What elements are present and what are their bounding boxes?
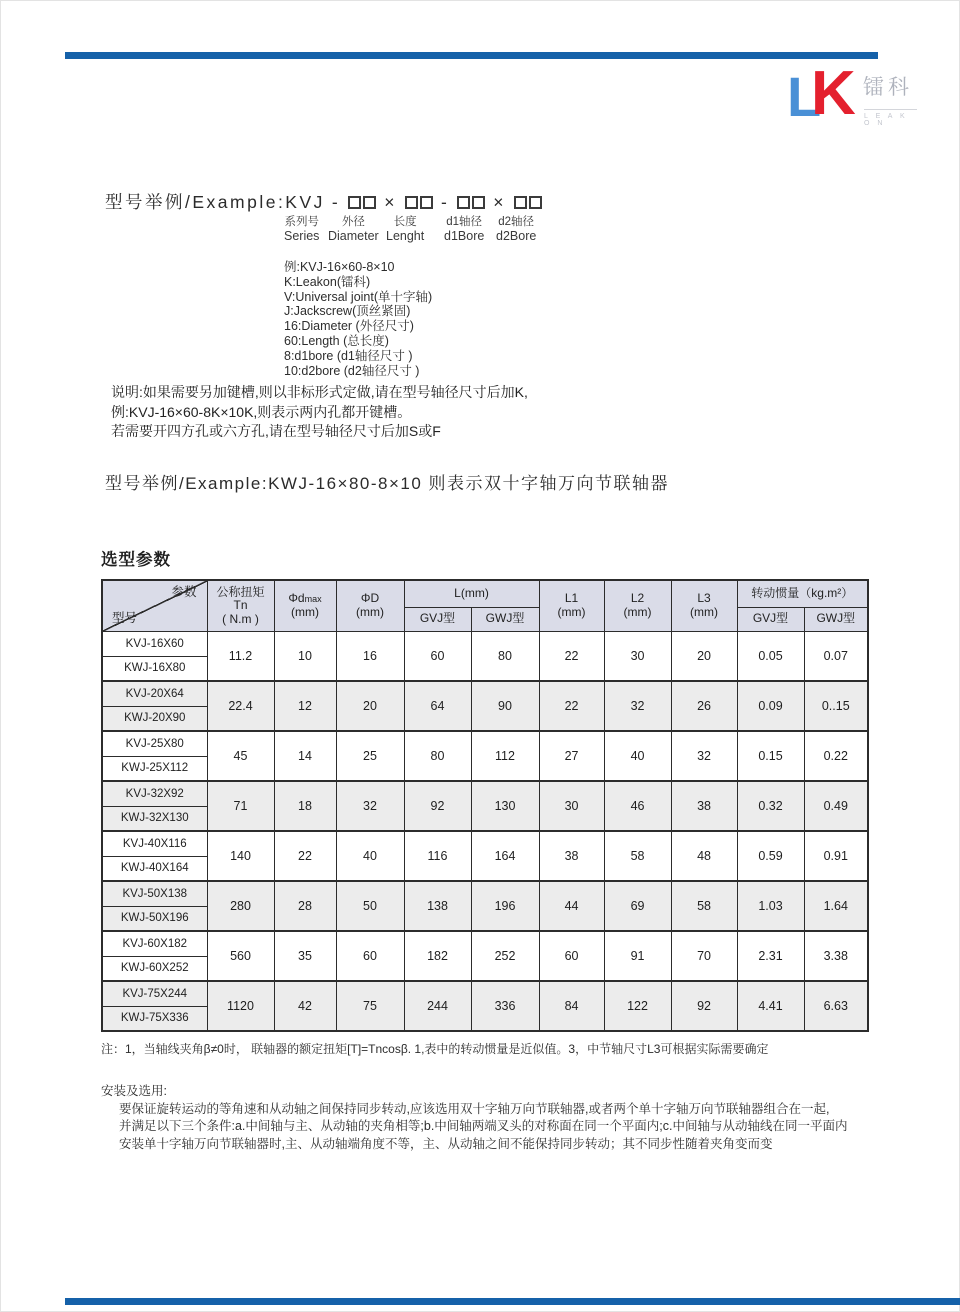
header-nominal-torque xyxy=(207,580,274,631)
cell-tn: 280 xyxy=(207,881,274,931)
cell-l3: 32 xyxy=(671,731,737,781)
cell-j-gvj: 0.09 xyxy=(737,681,804,731)
cell-l-gwj: 80 xyxy=(471,631,539,681)
cell-l3: 26 xyxy=(671,681,737,731)
cell-phiD: 40 xyxy=(336,831,404,881)
table-row xyxy=(102,731,868,756)
breakdown-line: K:Leakon(镭科) xyxy=(284,274,371,289)
model-kvj: KVJ-75X244 xyxy=(102,981,207,1006)
cell-phid: 14 xyxy=(274,731,336,781)
table-row xyxy=(102,881,868,906)
breakdown-line: J:Jackscrew(顶丝紧固) xyxy=(284,304,411,319)
separator-times: × xyxy=(493,192,507,212)
L3-unit: (mm) xyxy=(690,604,718,619)
model-code-breakdown xyxy=(284,260,432,378)
cell-phid: 10 xyxy=(274,631,336,681)
header-L-gvj: GVJ型 xyxy=(404,607,471,631)
cell-tn: 140 xyxy=(207,831,274,881)
installation-line: 要保证旋转运动的等角速和从动轴之间保持同步转动,应该选用双十字轴万向节联轴器,或者两个单十字轴万向节联轴器组合在一起, xyxy=(119,1101,830,1116)
cell-phid: 22 xyxy=(274,831,336,881)
installation-title: 安装及选用: xyxy=(101,1084,167,1098)
table-row xyxy=(102,681,868,706)
L1-sym: L1 xyxy=(564,591,579,606)
placeholder-box xyxy=(472,196,485,209)
header-torque-line2: Tn xyxy=(233,598,248,612)
breakdown-line: 10:d2bore (d2轴径尺寸 ) xyxy=(284,363,420,378)
cell-l-gvj: 64 xyxy=(404,681,471,731)
table-row xyxy=(102,631,868,656)
model-kwj: KWJ-16X80 xyxy=(102,656,207,681)
breakdown-line: 8:d1bore (d1轴径尺寸 ) xyxy=(284,348,413,363)
header-L1 xyxy=(539,580,604,631)
cell-j-gwj: 0..15 xyxy=(804,681,868,731)
placeholder-box xyxy=(420,196,433,209)
field-series-en: Series xyxy=(284,229,320,243)
cell-l2: 30 xyxy=(604,631,671,681)
model-kwj: KWJ-25X112 xyxy=(102,756,207,781)
header-L3 xyxy=(671,580,737,631)
model-kvj: KVJ-32X92 xyxy=(102,781,207,806)
cell-l-gvj: 244 xyxy=(404,981,471,1031)
breakdown-line: 例:KVJ-16×60-8×10 xyxy=(284,260,395,274)
header-inertia: 转动惯量（kg.m²） xyxy=(737,580,868,607)
cell-tn: 1120 xyxy=(207,981,274,1031)
cell-l1: 30 xyxy=(539,781,604,831)
model-kvj: KVJ-25X80 xyxy=(102,731,207,756)
model-example-kwj: 型号举例/Example:KWJ-16×80-8×10 则表示双十字轴万向节联轴器 xyxy=(105,474,670,493)
keyway-notes xyxy=(111,383,528,442)
logo-letter-k: K xyxy=(811,59,856,128)
separator-times: × xyxy=(384,192,397,212)
logo-letter-l: L xyxy=(787,65,822,128)
model-example-prefix: 型号举例/Example:KVJ xyxy=(105,192,325,212)
phid-unit: (mm) xyxy=(291,605,319,620)
cell-l-gwj: 112 xyxy=(471,731,539,781)
cell-l-gvj: 60 xyxy=(404,631,471,681)
cell-l1: 60 xyxy=(539,931,604,981)
table-row xyxy=(102,981,868,1006)
cell-tn: 22.4 xyxy=(207,681,274,731)
cell-j-gwj: 6.63 xyxy=(804,981,868,1031)
cell-j-gwj: 0.07 xyxy=(804,631,868,681)
field-series-cn: 系列号 xyxy=(284,216,319,228)
phid-subscript: max xyxy=(304,593,322,604)
L1-unit: (mm) xyxy=(557,604,586,619)
cell-phiD: 32 xyxy=(336,781,404,831)
table-row xyxy=(102,931,868,956)
cell-l-gwj: 90 xyxy=(471,681,539,731)
cell-l3: 58 xyxy=(671,881,737,931)
field-d2bore-cn: d2轴径 xyxy=(498,216,535,228)
cell-phid: 12 xyxy=(274,681,336,731)
model-example-title xyxy=(105,189,543,214)
breakdown-line: V:Universal joint(单十字轴) xyxy=(284,289,433,304)
header-torque-line1: 公称扭矩 xyxy=(216,584,265,599)
cell-tn: 560 xyxy=(207,931,274,981)
header-inertia-gwj: GWJ型 xyxy=(804,607,868,631)
cell-l2: 58 xyxy=(604,831,671,881)
cell-phid: 28 xyxy=(274,881,336,931)
cell-l1: 27 xyxy=(539,731,604,781)
corner-label-parameter: 参数 xyxy=(171,585,197,599)
cell-l1: 44 xyxy=(539,881,604,931)
cell-l-gvj: 182 xyxy=(404,931,471,981)
cell-l-gvj: 116 xyxy=(404,831,471,881)
note-line: 说明:如果需要另加键槽,则以非标形式定做,请在型号轴径尺寸后加K, xyxy=(111,384,528,400)
cell-l1: 22 xyxy=(539,631,604,681)
field-d1bore-en: d1Bore xyxy=(444,229,485,243)
selection-parameter-table-wrap xyxy=(101,579,869,1032)
model-kvj: KVJ-16X60 xyxy=(102,631,207,656)
model-kwj: KWJ-50X196 xyxy=(102,906,207,931)
cell-phiD: 16 xyxy=(336,631,404,681)
cell-l3: 38 xyxy=(671,781,737,831)
header-torque-line3: ( N.m ) xyxy=(222,611,259,626)
cell-l3: 20 xyxy=(671,631,737,681)
installation-line: 并满足以下三个条件:a.中间轴与主、从动轴的夹角相等;b.中间轴两端叉头的对称面在同一个平面内;c.中间轴与从动轴线在同一平面内 xyxy=(119,1119,848,1133)
cell-phiD: 20 xyxy=(336,681,404,731)
header-phi-dmax xyxy=(274,580,336,631)
L3-sym: L3 xyxy=(697,591,711,606)
cell-tn: 45 xyxy=(207,731,274,781)
cell-l2: 32 xyxy=(604,681,671,731)
cell-l2: 46 xyxy=(604,781,671,831)
header-L2 xyxy=(604,580,671,631)
cell-phiD: 60 xyxy=(336,931,404,981)
cell-phid: 42 xyxy=(274,981,336,1031)
logo-name-english: L E A K O N xyxy=(864,109,917,127)
cell-j-gvj: 4.41 xyxy=(737,981,804,1031)
cell-l-gwj: 336 xyxy=(471,981,539,1031)
section-title-selection-parameters: 选型参数 xyxy=(101,551,171,569)
installation-section xyxy=(101,1083,848,1153)
logo-lk-mark-icon xyxy=(787,59,865,135)
model-kwj: KWJ-40X164 xyxy=(102,856,207,881)
cell-l2: 69 xyxy=(604,881,671,931)
cell-l2: 40 xyxy=(604,731,671,781)
model-kwj: KWJ-20X90 xyxy=(102,706,207,731)
cell-l-gwj: 252 xyxy=(471,931,539,981)
top-rule-bar xyxy=(65,52,878,59)
table-row xyxy=(102,781,868,806)
field-d1bore-cn: d1轴径 xyxy=(446,216,483,228)
L2-unit: (mm) xyxy=(623,604,652,619)
placeholder-box xyxy=(529,196,542,209)
cell-j-gwj: 0.91 xyxy=(804,831,868,881)
cell-l-gwj: 196 xyxy=(471,881,539,931)
cell-l2: 122 xyxy=(604,981,671,1031)
field-d1bore xyxy=(444,215,484,243)
cell-l-gvj: 138 xyxy=(404,881,471,931)
cell-j-gvj: 0.05 xyxy=(737,631,804,681)
model-field-labels xyxy=(284,215,584,249)
cell-l1: 22 xyxy=(539,681,604,731)
selection-parameter-table xyxy=(101,579,869,1032)
logo-name-chinese: 镭科 xyxy=(863,76,913,99)
placeholder-box xyxy=(405,196,418,209)
cell-l1: 38 xyxy=(539,831,604,881)
cell-l3: 48 xyxy=(671,831,737,881)
corner-label-model: 型号 xyxy=(112,611,138,625)
table-row xyxy=(102,831,868,856)
field-diameter-cn: 外径 xyxy=(341,216,365,228)
cell-l3: 92 xyxy=(671,981,737,1031)
cell-phid: 35 xyxy=(274,931,336,981)
company-logo xyxy=(787,59,917,135)
header-phid-sym xyxy=(275,592,336,607)
cell-j-gvj: 0.59 xyxy=(737,831,804,881)
cell-l2: 91 xyxy=(604,931,671,981)
cell-j-gvj: 1.03 xyxy=(737,881,804,931)
phiD-sym: ΦD xyxy=(360,591,380,606)
note-line: 若需要开四方孔或六方孔,请在型号轴径尺寸后加S或F xyxy=(111,423,441,439)
cell-j-gvj: 0.32 xyxy=(737,781,804,831)
model-kwj: KWJ-32X130 xyxy=(102,806,207,831)
cell-l-gvj: 92 xyxy=(404,781,471,831)
installation-line: 安装单十字轴万向节联轴器时,主、从动轴端角度不等，主、从动轴之间不能保持同步转动；其不同步性随着夹角变而变 xyxy=(119,1136,773,1151)
cell-l3: 70 xyxy=(671,931,737,981)
cell-l1: 84 xyxy=(539,981,604,1031)
cell-phiD: 50 xyxy=(336,881,404,931)
breakdown-line: 60:Length (总长度) xyxy=(284,333,389,348)
header-L-gwj: GWJ型 xyxy=(471,607,539,631)
bottom-rule-bar xyxy=(65,1298,960,1305)
separator-dash: - xyxy=(331,192,341,212)
model-kvj: KVJ-50X138 xyxy=(102,881,207,906)
model-kwj: KWJ-60X252 xyxy=(102,956,207,981)
L2-sym: L2 xyxy=(630,591,645,606)
cell-j-gwj: 0.49 xyxy=(804,781,868,831)
model-kwj: KWJ-75X336 xyxy=(102,1006,207,1031)
phid-main: Φd xyxy=(288,590,305,605)
field-length xyxy=(386,215,424,243)
separator-dash: - xyxy=(440,192,450,212)
placeholder-box xyxy=(348,196,361,209)
placeholder-box xyxy=(363,196,376,209)
cell-j-gwj: 1.64 xyxy=(804,881,868,931)
field-length-cn: 长度 xyxy=(393,216,417,228)
field-length-en: Lenght xyxy=(386,229,425,243)
model-kvj: KVJ-40X116 xyxy=(102,831,207,856)
header-inertia-gvj: GVJ型 xyxy=(737,607,804,631)
cell-phiD: 25 xyxy=(336,731,404,781)
cell-l-gwj: 130 xyxy=(471,781,539,831)
header-L: L(mm) xyxy=(404,580,539,607)
cell-tn: 71 xyxy=(207,781,274,831)
field-diameter-en: Diameter xyxy=(328,229,379,243)
cell-j-gwj: 3.38 xyxy=(804,931,868,981)
field-d2bore-en: d2Bore xyxy=(496,229,537,243)
note-line: 例:KVJ-16×60-8K×10K,则表示两内孔都开键槽。 xyxy=(111,403,412,420)
header-phi-d xyxy=(336,580,404,631)
cell-j-gvj: 2.31 xyxy=(737,931,804,981)
header-corner-cell xyxy=(102,580,207,631)
field-d2bore xyxy=(496,215,536,243)
cell-phiD: 75 xyxy=(336,981,404,1031)
table-footnote: 注：1，当轴线夹角β≠0时， 联轴器的额定扭矩[T]=Tncosβ. 1,表中的转动惯量是近似值。3，中节轴尺寸L3可根据实际需要确定 xyxy=(101,1042,769,1056)
model-kvj: KVJ-60X182 xyxy=(102,931,207,956)
phiD-unit: (mm) xyxy=(356,604,384,619)
cell-j-gwj: 0.22 xyxy=(804,731,868,781)
cell-l-gwj: 164 xyxy=(471,831,539,881)
field-diameter xyxy=(328,215,379,243)
placeholder-box xyxy=(514,196,527,209)
cell-phid: 18 xyxy=(274,781,336,831)
field-series xyxy=(284,215,319,243)
placeholder-box xyxy=(457,196,470,209)
cell-l-gvj: 80 xyxy=(404,731,471,781)
model-kvj: KVJ-20X64 xyxy=(102,681,207,706)
cell-j-gvj: 0.15 xyxy=(737,731,804,781)
breakdown-line: 16:Diameter (外径尺寸) xyxy=(284,319,414,334)
cell-tn: 11.2 xyxy=(207,631,274,681)
